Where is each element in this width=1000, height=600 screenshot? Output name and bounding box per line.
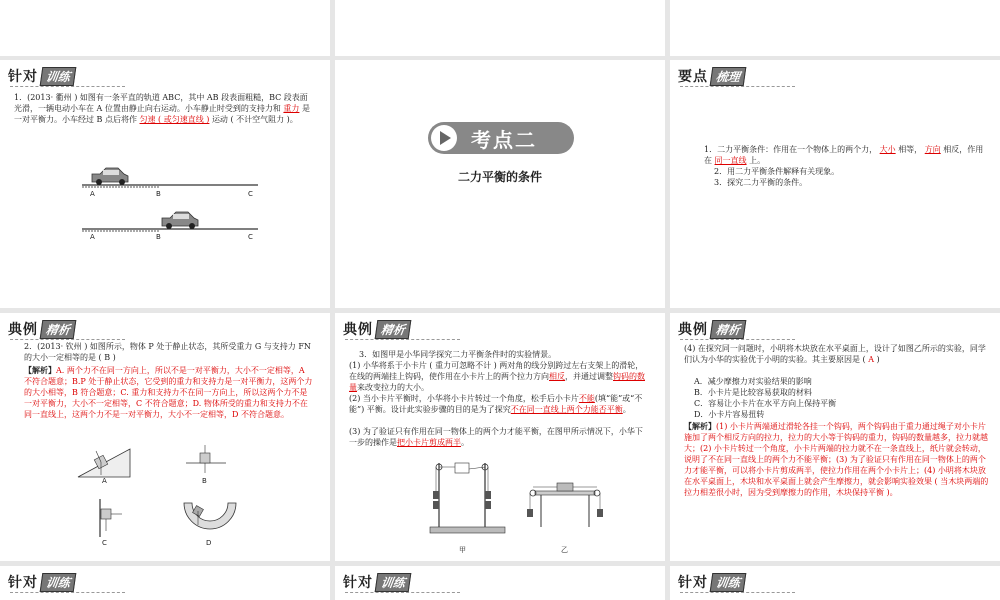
key-point-3: 3．探究二力平衡的条件。 xyxy=(714,178,808,187)
question-3-part3: (3) 为了验证只有作用在同一物体上的两个力才能平衡，在图甲所示情况下，小华下一步的操作是把小卡片剪成两半。 xyxy=(349,427,643,447)
figure-yi xyxy=(527,483,603,527)
header-underline xyxy=(345,592,460,593)
section-header xyxy=(678,66,745,86)
header-badge: 训练 xyxy=(40,67,77,86)
header-underline xyxy=(345,339,460,340)
figure-jia-label: 甲 xyxy=(459,546,466,554)
header-badge: 精析 xyxy=(375,320,412,339)
diagram-B xyxy=(186,445,226,473)
slide-top-left xyxy=(0,0,330,56)
track-bottom xyxy=(82,212,258,231)
section-header xyxy=(8,319,75,339)
header-underline xyxy=(680,86,795,87)
slide-example-q2 xyxy=(0,313,330,561)
track-top xyxy=(82,168,258,187)
answer-blank: 重力 xyxy=(283,104,300,113)
question-3-intro: 3．如图甲是小华同学探究二力平衡条件时的实验情景。 xyxy=(359,350,557,359)
key-point-2: 2．用二力平衡条件解释有关现象。 xyxy=(714,167,840,176)
label-A-bottom: A xyxy=(90,233,95,241)
header-badge: 精析 xyxy=(40,320,77,339)
answer-blank: 匀速 ( 或匀速直线 ) xyxy=(139,115,210,124)
track-figure xyxy=(0,160,330,290)
header-text: 典例 xyxy=(678,322,708,338)
section-header: 针对 训练 xyxy=(678,572,745,592)
header-text: 典例 xyxy=(343,322,373,338)
slide-practice-bottom-right xyxy=(670,566,1000,600)
diagram-A xyxy=(78,449,130,477)
section-header xyxy=(8,66,75,86)
question-3-part1: (1) 小华将系于小卡片 ( 重力可忽略不计 ) 两对角的线分别跨过左右支架上的滑轮，在线的两端挂上钩码，使作用在小卡片上的两个拉力方向相反，并通过调整钩码的数量来改变拉力的大小。 xyxy=(349,361,645,392)
question-3-part2: (2) 当小卡片平衡时，小华将小卡片转过一个角度，松手后小卡片不能(填“能”或“不能”) 平衡。设计此实验步骤的目的是为了探究不在同一直线上两个力能否平衡。 xyxy=(349,394,643,414)
label-C-bottom: C xyxy=(248,233,253,241)
option-A: A．减少摩擦力对实验结果的影响 xyxy=(694,377,812,386)
section-header: 针对 训练 xyxy=(343,572,410,592)
slide-example-q4 xyxy=(670,313,1000,561)
header-text: 典例 xyxy=(8,322,38,338)
diagram-D xyxy=(184,503,236,529)
force-diagrams xyxy=(0,437,330,547)
car-icon xyxy=(92,168,128,185)
topic-badge-text: 考点二 xyxy=(471,127,537,152)
section-header: 针对 训练 xyxy=(8,572,75,592)
header-underline xyxy=(10,86,125,87)
header-underline xyxy=(10,339,125,340)
label-C: C xyxy=(102,539,107,547)
label-C-top: C xyxy=(248,190,253,198)
car-icon xyxy=(162,212,198,229)
label-B-top: B xyxy=(156,190,161,198)
label-B: B xyxy=(202,477,207,485)
experiment-figures xyxy=(335,453,665,543)
label-B-bottom: B xyxy=(156,233,161,241)
slide-top-right xyxy=(670,0,1000,56)
option-B: B．小卡片是比较容易获取的材料 xyxy=(694,388,812,397)
label-A-top: A xyxy=(90,190,95,198)
analysis: 【解析】(1) 小卡片两端通过滑轮各挂一个钩码，两个钩码由于重力通过绳子对小卡片施加了两个相反方向的拉力，拉力的大小等于钩码的重力，钩码的数量越多，拉力就越大；(2) 小卡片转过一个角度，小卡片两端的拉力就不在一条直线上，纸片就会转动，说明了不在同一直线上的两个力不能平衡；(3) 为了验证只有作用在同一物体上的两个力才能平衡，可以将小卡片剪成两半，使拉力作用在两个小卡片上；(4) 小明将木块放在水平桌面上，木块和水平桌面上就会产生摩擦力，就会影响实验效果 ( 当木块两端的拉力相差很小时，因为受到摩擦力的作用，木块保持平衡 )。 xyxy=(684,421,989,497)
question-2: 2．(2013· 钦州 ) 如图所示，物体 P 处于静止状态，其所受重力 G 与支持力 FN 的大小一定相等的是 ( B ) xyxy=(24,342,311,362)
option-C: C．容易让小卡片在水平方向上保持平衡 xyxy=(694,399,837,408)
header-text: 针对 xyxy=(8,69,38,85)
header-underline xyxy=(680,592,795,593)
header-text: 要点 xyxy=(678,69,708,85)
slide-topic-two xyxy=(335,60,665,308)
label-A: A xyxy=(102,477,107,485)
label-D: D xyxy=(206,539,212,547)
figure-jia xyxy=(430,463,505,533)
section-header xyxy=(678,319,745,339)
header-badge: 精析 xyxy=(710,320,747,339)
slide-example-q3 xyxy=(335,313,665,561)
header-underline xyxy=(10,592,125,593)
header-badge: 梳理 xyxy=(710,67,747,86)
analysis: 【解析】A. 两个力不在同一方向上，所以不是一对平衡力，大小不一定相等，A 不符合题意；B.P 处于静止状态，它受到的重力和支持力是一对平衡力，这两个力的大小相等，B 符合题意；C. 重力和支持力不在同一方向上，所以这两个力不是一对平衡力，大小不一定相等，C 不符合题意；D. 物体所受的重力和支持力不在同一直线上，这两个力不是一对平衡力，大小不一定相等，D 不符合题意。 xyxy=(24,365,313,419)
slide-top-middle xyxy=(335,0,665,56)
topic-badge xyxy=(428,122,574,154)
diagram-C xyxy=(100,499,122,537)
slide-practice-bottom-left xyxy=(0,566,330,600)
section-header xyxy=(343,319,410,339)
slide-key-points xyxy=(670,60,1000,308)
topic-subtitle: 二力平衡的条件 xyxy=(457,170,542,184)
figure-yi-label: 乙 xyxy=(561,546,568,554)
question-4: (4) 在探究同一问题时，小明将木块放在水平桌面上，设计了如图乙所示的实验，同学们认为小华的实验优于小明的实验。其主要原因是 ( A ) xyxy=(684,344,986,364)
header-underline xyxy=(680,339,795,340)
play-triangle-icon xyxy=(431,125,457,151)
slide-practice-bottom-middle xyxy=(335,566,665,600)
key-point-1: 1．二力平衡条件：作用在一个物体上的两个力， 大小 相等， 方向 相反，作用在 同一直线 上。 xyxy=(704,145,984,165)
question-1: 1．(2013· 衢州 ) 如图有一条平直的轨道 ABC，其中 AB 段表面粗糙，BC 段表面光滑，一辆电动小车在 A 位置由静止向右运动。小车静止时受到的支持力和 重力 是一对平衡力。小车经过 B 点后将作 匀速 ( 或匀速直线 ) 运动 ( 不计空气阻力 )。 xyxy=(14,93,310,124)
option-D: D．小卡片容易扭转 xyxy=(694,410,765,419)
slide-practice-1 xyxy=(0,60,330,308)
